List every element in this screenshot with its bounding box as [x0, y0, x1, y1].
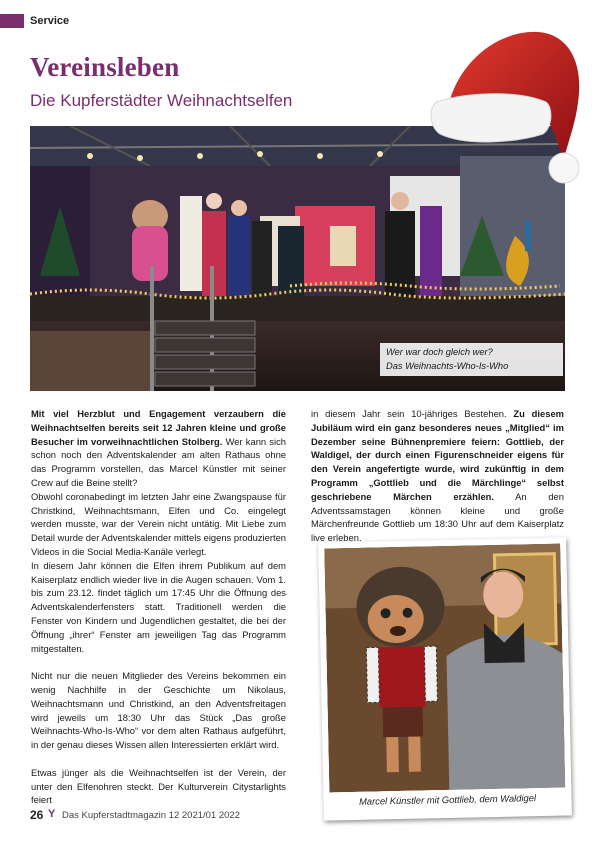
paragraph-citystarlights: Etwas jünger als die Weihnachtselfen ist der Verein, der unter den Elfenohren steckt. Der Kulturverein Citystarlights feiert [31, 766, 286, 806]
jubilee-lead: in diesem Jahr sein 10-jähriges Bestehen. [311, 408, 514, 419]
stage-photo-caption-line2: Das Weihnachts-Who-Is-Who [386, 361, 509, 371]
article-subtitle: Die Kupferstädter Weihnachtselfen [30, 91, 293, 110]
section-color-bar [0, 14, 24, 28]
article-title: Vereinsleben [30, 52, 180, 82]
jubilee-bold: Zu diesem Jubiläum wird ein ganz besonderes neues „Mitglied“ im Dezember seine Bühnenpremiere feiern: Gottlieb, der Waldigel, der durch einen Figurenschneider eigens für den Verein angefertigte wurde, wird zukünftig in dem Programm „Gottlieb und die Märchlinge“ selbst geschriebene Märchen erzählen. [311, 408, 564, 502]
santa-hat-illustration [428, 22, 590, 190]
article-column-left [31, 407, 286, 807]
paragraph-jubilee [311, 407, 564, 545]
stage-photo-caption [380, 343, 563, 376]
intro-lead: Mit viel Herzblut und Engagement verzaubern die Weihnachtselfen bereits seit 12 Jahren kleine und große Besucher im vorweihnachtlichen Stolberg. [31, 408, 286, 447]
paragraph-corona: Obwohl coronabedingt im letzten Jahr eine Zwangspause für Christkind, Weihnachtsmann, Elfen und Co. eingelegt werden musste, war der Verein nicht untätig. Mit Liebe zum Detail wurde der Adventskalender mittels eigens produzierten Videos in die Social Media-Kanäle verlegt. [31, 490, 286, 557]
santa-hat-icon [428, 22, 590, 190]
paragraph-history: Nicht nur die neuen Mitglieder des Vereins bekommen ein wenig Nachhilfe in der Geschichte um Nikolaus, Weihnachtsmann und Christkind, an den Adventsfreitagen wird jeweils um 18:30 Uhr das Stück „Das große Weihnachts-Who-Is-Who“ vor dem alten Rathaus aufgeführt, in der genau dieses Wissen allen Interessierten erklärt wird. [31, 670, 286, 751]
section-label: Service [30, 15, 70, 27]
jubilee-rest: An den Adventssamstagen können kleine und große Märchenfreunde Gottlieb um 18:30 Uhr auf dem Kaiserplatz live erleben. [311, 490, 564, 544]
stage-photo-caption-line1: Wer war doch gleich wer? [386, 347, 493, 357]
paragraph-intro [31, 407, 286, 490]
article-column-right [311, 407, 564, 545]
hedgehog-photo-caption: Marcel Künstler mit Gottlieb, dem Waldigel [358, 792, 537, 807]
magazine-issue: Das Kupferstadtmagazin 12 2021/01 2022 [62, 810, 240, 821]
hedgehog-photo-illustration [324, 544, 565, 793]
page-number: 26 [30, 808, 44, 822]
paragraph-kaiserplatz: In diesem Jahr können die Elfen ihrem Publikum auf dem Kaiserplatz endlich wieder live in die Augen schauen. Vom 1. bis zum 23.12. findet täglich um 17:45 Uhr die Öffnung des Adventskalenderfensters statt. Traditionell werden die Fenster von Kindern und Jugendlichen gestaltet, die bei der Öffnung „ihrer“ Fenster am jeweiligen Tag das Programm mitgestalten. [31, 559, 286, 654]
hedgehog-photo [318, 537, 572, 820]
intro-rest: Wer kann sich schon noch den Adventskalender am alten Rathaus ohne das Programm vorstellen, das Marcel Künstler mit seiner Crew auf die Beine stellt? [31, 435, 286, 488]
footer-separator: Y [48, 808, 56, 820]
